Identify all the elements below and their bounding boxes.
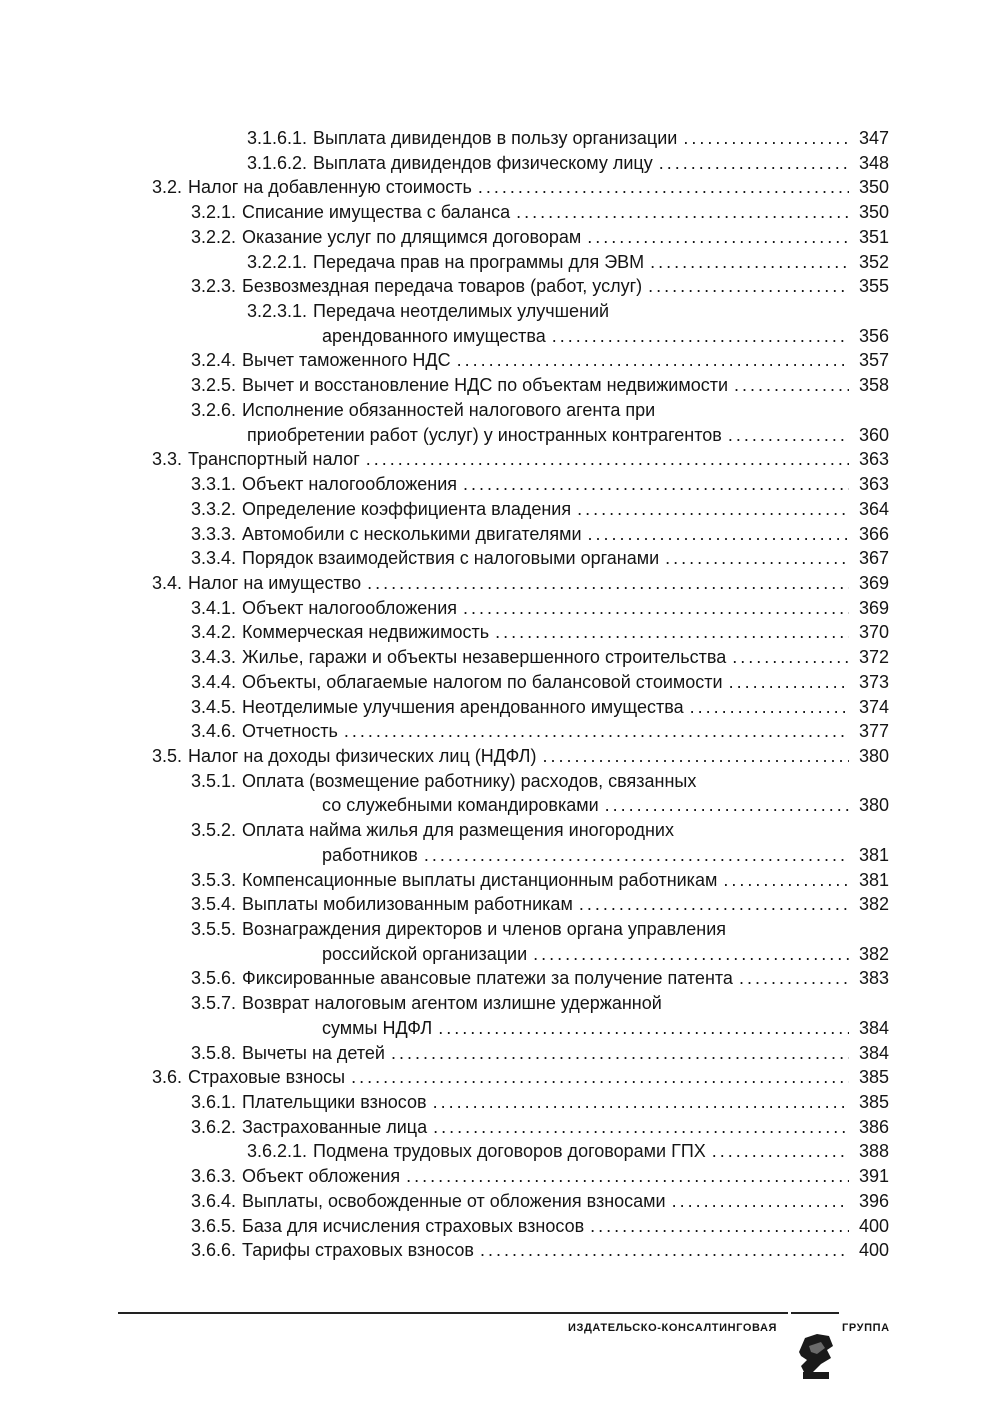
toc-entry-title: со служебными командировками: [322, 795, 599, 816]
toc-leader-dots: [351, 1065, 849, 1090]
toc-entry: [152, 1238, 889, 1263]
publisher-name: ИЗДАТЕЛЬСКО-КОНСАЛТИНГОВАЯ: [568, 1322, 778, 1334]
toc-entry: [152, 472, 889, 497]
toc-entry-number: 3.5.: [152, 745, 183, 766]
toc-entry-number: 3.6.: [152, 1067, 183, 1088]
toc-entry-title: Застрахованные лица: [242, 1116, 428, 1137]
toc-entry-title: Вычет таможенного НДС: [242, 350, 451, 371]
toc-entry: [152, 769, 889, 794]
toc-page-number: 388: [858, 1141, 889, 1162]
toc-leader-dots: [665, 546, 849, 571]
toc-page-number: 380: [858, 795, 889, 816]
toc-entry: [152, 1214, 889, 1239]
toc-entry: [152, 620, 889, 645]
toc-entry-number: 3.6.3.: [191, 1166, 237, 1187]
toc-entry: [152, 695, 889, 720]
toc-page-number: 374: [858, 696, 889, 717]
toc-page-number: 381: [858, 869, 889, 890]
toc-entry: [152, 1189, 889, 1214]
toc-page-number: 385: [858, 1092, 889, 1113]
toc-entry-title: российской организации: [322, 943, 528, 964]
toc-entry-title: приобретении работ (услуг) у иностранных контрагентов: [247, 424, 722, 445]
toc-page-number: 357: [858, 350, 889, 371]
toc-entry: [152, 200, 889, 225]
toc-entry-number: 3.2.1.: [191, 202, 237, 223]
toc-entry: [152, 1016, 889, 1041]
toc-page-number: 347: [858, 128, 889, 148]
toc-entry-number: 3.6.1.: [191, 1092, 237, 1113]
toc-leader-dots: [552, 324, 849, 349]
toc-leader-dots: [579, 892, 849, 917]
toc-entry: [152, 497, 889, 522]
toc-leader-dots: [463, 596, 849, 621]
toc-entry: [152, 843, 889, 868]
toc-entry: [152, 299, 889, 324]
toc-entry-title: Передача прав на программы для ЭВМ: [313, 251, 645, 272]
toc-entry-title: Объект налогообложения: [242, 597, 458, 618]
toc-page-number: 386: [858, 1116, 889, 1137]
toc-entry-number: 3.4.4.: [191, 671, 237, 692]
toc-leader-dots: [366, 447, 849, 472]
toc-entry: [152, 917, 889, 942]
toc-page-number: 366: [858, 523, 889, 544]
toc-leader-dots: [533, 942, 849, 967]
toc-entry: [152, 744, 889, 769]
toc-entry-title: Оплата найма жилья для размещения иногородних: [242, 820, 674, 841]
toc-entry-number: 3.3.2.: [191, 498, 237, 519]
toc-leader-dots: [577, 497, 849, 522]
toc-entry-number: 3.1.6.2.: [247, 152, 308, 173]
toc-page-number: 400: [858, 1215, 889, 1236]
toc-entry: [152, 447, 889, 472]
toc-entry-title: Вычет и восстановление НДС по объектам недвижимости: [242, 375, 729, 396]
toc-entry-title: Безвозмездная передача товаров (работ, услуг): [242, 276, 643, 297]
toc-entry-title: Оплата (возмещение работнику) расходов, связанных: [242, 770, 697, 791]
toc-entry-number: 3.4.5.: [191, 696, 237, 717]
publisher-group-label: ГРУППА: [842, 1322, 890, 1334]
toc-entry-number: 3.5.1.: [191, 770, 237, 791]
toc-entry: [152, 966, 889, 991]
toc-entry-title: Оказание услуг по длящимся договорам: [242, 226, 582, 247]
toc-entry-number: 3.4.2.: [191, 622, 237, 643]
publisher-logo: [791, 1312, 839, 1388]
toc-entry-title: Выплата дивидендов физическому лицу: [313, 152, 653, 173]
toc-leader-dots: [438, 1016, 849, 1041]
toc-leader-dots: [729, 670, 849, 695]
toc-entry-title: Налог на имущество: [188, 572, 362, 593]
toc-entry: [152, 126, 889, 151]
toc-entry-number: 3.2.: [152, 177, 183, 198]
toc-page-number: 385: [858, 1067, 889, 1088]
toc-entry-number: 3.5.8.: [191, 1042, 237, 1063]
toc-entry-title: Жилье, гаражи и объекты незавершенного строительства: [242, 647, 727, 668]
toc-entry: [152, 645, 889, 670]
toc-entry-number: 3.4.3.: [191, 647, 237, 668]
toc-entry-title: Неотделимые улучшения арендованного имущества: [242, 696, 684, 717]
toc-entry-number: 3.4.1.: [191, 597, 237, 618]
toc-entry-number: 3.1.6.1.: [247, 128, 308, 148]
toc-entry: [152, 719, 889, 744]
toc-page-number: 360: [858, 424, 889, 445]
toc-leader-dots: [683, 126, 849, 151]
toc-leader-dots: [605, 793, 849, 818]
toc-page-number: 348: [858, 152, 889, 173]
toc-entry: [152, 571, 889, 596]
toc-leader-dots: [728, 423, 849, 448]
toc-page-number: 363: [858, 449, 889, 470]
toc-entry: [152, 225, 889, 250]
toc-entry-title: Отчетность: [242, 721, 338, 742]
toc-entry-number: 3.5.4.: [191, 894, 237, 915]
toc-page-number: 384: [858, 1017, 889, 1038]
toc-entry: [152, 942, 889, 967]
toc-page-number: 350: [858, 202, 889, 223]
toc-entry-number: 3.2.3.1.: [247, 301, 308, 322]
toc-entry-title: Автомобили с несколькими двигателями: [242, 523, 582, 544]
toc-entry-number: 3.2.5.: [191, 375, 237, 396]
toc-entry: [152, 175, 889, 200]
toc-entry-number: 3.2.4.: [191, 350, 237, 371]
toc-leader-dots: [588, 522, 849, 547]
toc-entry: [152, 793, 889, 818]
toc-entry-title: суммы НДФЛ: [322, 1017, 433, 1038]
toc-entry-number: 3.2.2.1.: [247, 251, 308, 272]
toc-entry: [152, 1041, 889, 1066]
toc-leader-dots: [712, 1139, 849, 1164]
toc-leader-dots: [690, 695, 849, 720]
toc-leader-dots: [367, 571, 849, 596]
toc-entry-title: Подмена трудовых договоров договорами ГПХ: [313, 1141, 706, 1162]
toc-entry: [152, 596, 889, 621]
toc-entry: [152, 398, 889, 423]
toc-page-number: 382: [858, 943, 889, 964]
toc-entry-number: 3.4.: [152, 572, 183, 593]
toc-page-number: 384: [858, 1042, 889, 1063]
toc-entry-number: 3.6.2.: [191, 1116, 237, 1137]
toc-entry-title: Исполнение обязанностей налогового агента при: [242, 399, 656, 420]
toc-entry-title: Порядок взаимодействия с налоговыми органами: [242, 548, 660, 569]
toc-entry-title: Объект налогообложения: [242, 474, 458, 495]
toc-entry-number: 3.2.3.: [191, 276, 237, 297]
toc-entry: [152, 868, 889, 893]
toc-leader-dots: [433, 1090, 849, 1115]
toc-entry-title: Коммерческая недвижимость: [242, 622, 490, 643]
toc-entry-title: Возврат налоговым агентом излишне удержанной: [242, 993, 662, 1014]
toc-page-number: 369: [858, 572, 889, 593]
toc-page-number: 396: [858, 1190, 889, 1211]
toc-entry: [152, 1065, 889, 1090]
toc-entry-title: Вычеты на детей: [242, 1042, 385, 1063]
toc-entry: [152, 546, 889, 571]
toc-entry-number: 3.5.3.: [191, 869, 237, 890]
footer-rule: [118, 1312, 788, 1314]
toc-page-number: 383: [858, 968, 889, 989]
toc-entry: [152, 1090, 889, 1115]
toc-entry-title: арендованного имущества: [322, 325, 546, 346]
toc-entry: [152, 348, 889, 373]
toc-page-number: 355: [858, 276, 889, 297]
toc-entry-title: Фиксированные авансовые платежи за получение патента: [242, 968, 733, 989]
toc-entry-number: 3.6.6.: [191, 1240, 237, 1261]
toc-entry-number: 3.5.7.: [191, 993, 237, 1014]
table-of-contents: [152, 126, 889, 1263]
toc-page-number: 370: [858, 622, 889, 643]
toc-entry-title: Выплаты мобилизованным работникам: [242, 894, 573, 915]
toc-leader-dots: [495, 620, 849, 645]
toc-leader-dots: [734, 373, 849, 398]
toc-leader-dots: [344, 719, 849, 744]
toc-entry: [152, 522, 889, 547]
toc-page-number: 350: [858, 177, 889, 198]
toc-entry-number: 3.3.1.: [191, 474, 237, 495]
toc-page-number: 380: [858, 745, 889, 766]
toc-entry-title: Объект обложения: [242, 1166, 401, 1187]
toc-entry-title: Тарифы страховых взносов: [242, 1240, 474, 1261]
toc-page-number: 373: [858, 671, 889, 692]
toc-leader-dots: [732, 645, 849, 670]
toc-leader-dots: [590, 1214, 849, 1239]
toc-leader-dots: [478, 175, 849, 200]
toc-leader-dots: [516, 200, 849, 225]
toc-leader-dots: [433, 1115, 849, 1140]
publisher-logo-icon: [791, 1314, 839, 1388]
toc-entry-title: Компенсационные выплаты дистанционным работникам: [242, 869, 718, 890]
toc-entry: [152, 274, 889, 299]
toc-entry-number: 3.3.4.: [191, 548, 237, 569]
toc-page-number: 363: [858, 474, 889, 495]
toc-entry-title: Объекты, облагаемые налогом по балансовой стоимости: [242, 671, 723, 692]
toc-leader-dots: [587, 225, 849, 250]
toc-entry-title: Налог на доходы физических лиц (НДФЛ): [188, 745, 537, 766]
toc-page-number: 356: [858, 325, 889, 346]
toc-entry-title: Списание имущества с баланса: [242, 202, 511, 223]
toc-entry-title: Страховые взносы: [188, 1067, 346, 1088]
toc-page-number: 367: [858, 548, 889, 569]
toc-entry-title: Налог на добавленную стоимость: [188, 177, 472, 198]
toc-entry-number: 3.5.5.: [191, 919, 237, 939]
toc-entry-title: Передача неотделимых улучшений: [313, 301, 610, 322]
toc-page-number: 381: [858, 844, 889, 865]
toc-entry-title: Плательщики взносов: [242, 1092, 427, 1113]
toc-entry: [152, 1164, 889, 1189]
toc-leader-dots: [391, 1041, 849, 1066]
toc-entry: [152, 373, 889, 398]
toc-entry: [152, 991, 889, 1016]
toc-leader-dots: [463, 472, 849, 497]
toc-page-number: 369: [858, 597, 889, 618]
toc-entry: [152, 324, 889, 349]
toc-leader-dots: [648, 274, 849, 299]
toc-entry-number: 3.3.3.: [191, 523, 237, 544]
toc-entry: [152, 250, 889, 275]
toc-leader-dots: [457, 348, 849, 373]
toc-entry-title: Определение коэффициента владения: [242, 498, 572, 519]
toc-leader-dots: [480, 1238, 849, 1263]
toc-page-number: 364: [858, 498, 889, 519]
toc-entry-number: 3.2.6.: [191, 399, 237, 420]
toc-entry: [152, 1139, 889, 1164]
toc-entry-title: Транспортный налог: [188, 449, 360, 470]
toc-entry-title: работников: [322, 844, 418, 865]
toc-entry-title: База для исчисления страховых взносов: [242, 1215, 585, 1236]
toc-entry-number: 3.4.6.: [191, 721, 237, 742]
toc-page-number: 351: [858, 226, 889, 247]
toc-leader-dots: [424, 843, 849, 868]
toc-leader-dots: [406, 1164, 849, 1189]
toc-entry-number: 3.5.2.: [191, 820, 237, 841]
toc-page-number: 352: [858, 251, 889, 272]
toc-entry: [152, 670, 889, 695]
toc-page-number: 372: [858, 647, 889, 668]
toc-entry-number: 3.6.4.: [191, 1190, 237, 1211]
toc-entry-number: 3.5.6.: [191, 968, 237, 989]
page-footer: [118, 1312, 894, 1402]
toc-entry-title: Выплата дивидендов в пользу организации: [313, 128, 678, 148]
toc-entry: [152, 1115, 889, 1140]
toc-page-number: 391: [858, 1166, 889, 1187]
toc-entry: [152, 151, 889, 176]
toc-entry-number: 3.6.2.1.: [247, 1141, 308, 1162]
toc-entry-title: Выплаты, освобожденные от обложения взносами: [242, 1190, 666, 1211]
toc-entry: [152, 818, 889, 843]
toc-leader-dots: [542, 744, 849, 769]
toc-page-number: 382: [858, 894, 889, 915]
toc-leader-dots: [650, 250, 849, 275]
toc-page-number: 400: [858, 1240, 889, 1261]
toc-entry: [152, 423, 889, 448]
toc-entry-number: 3.3.: [152, 449, 183, 470]
toc-page-number: 358: [858, 375, 889, 396]
toc-leader-dots: [723, 868, 849, 893]
toc-entry: [152, 892, 889, 917]
toc-page-number: 377: [858, 721, 889, 742]
toc-leader-dots: [659, 151, 849, 176]
toc-entry-title: Вознаграждения директоров и членов органа управления: [242, 919, 727, 939]
toc-entry-number: 3.2.2.: [191, 226, 237, 247]
toc-entry-number: 3.6.5.: [191, 1215, 237, 1236]
toc-leader-dots: [739, 966, 849, 991]
toc-leader-dots: [672, 1189, 849, 1214]
